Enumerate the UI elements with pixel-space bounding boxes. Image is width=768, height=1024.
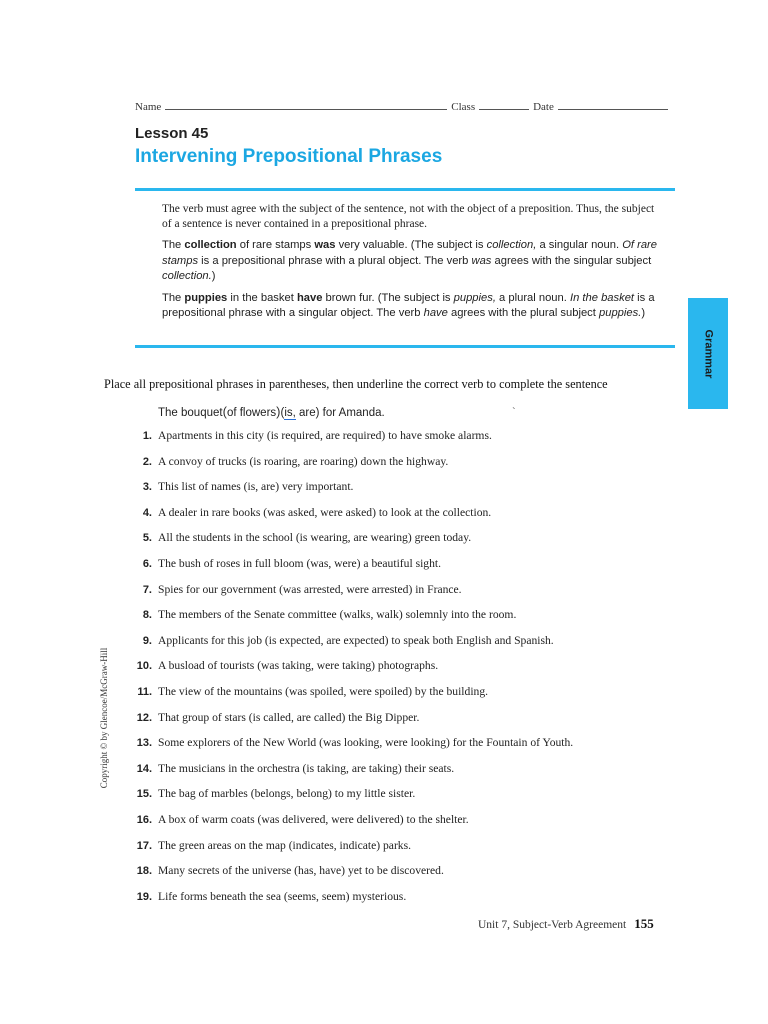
text-run: ) [211, 270, 216, 282]
exercise-sentence[interactable]: The green areas on the map (indicates, indicate) parks. [158, 838, 412, 852]
bold-verb: have [296, 291, 323, 304]
stray-mark: ` [512, 406, 516, 418]
exercise-sentence[interactable]: A busload of tourists (was taking, were taking) photographs. [158, 659, 439, 673]
exercise-item [130, 890, 690, 916]
exercise-sentence[interactable]: A convoy of trucks (is roaring, are roaring) down the highway. [158, 454, 449, 468]
exercise-sentence[interactable]: The view of the mountains (was spoiled, were spoiled) by the building. [158, 684, 489, 698]
exercise-item [130, 506, 690, 532]
exercise-sentence[interactable]: This list of names (is, are) very important. [158, 480, 354, 494]
copyright-text: Copyright © by Glencoe/McGraw-Hill [99, 647, 109, 789]
exercise-number: 7. [142, 583, 152, 596]
exercise-sentence[interactable]: Life forms beneath the sea (seems, seem) mysterious. [158, 889, 407, 903]
exercise-number: 11. [137, 685, 152, 698]
exercise-sentence[interactable]: Many secrets of the universe (has, have) yet to be discovered. [158, 864, 444, 878]
text-run: very valuable. (The subject is [335, 239, 487, 251]
exercise-sentence[interactable]: A box of warm coats (was delivered, were delivered) to the shelter. [158, 812, 469, 826]
text-run: The [162, 291, 185, 304]
exercise-item [130, 659, 690, 685]
exercise-number: 16. [136, 813, 152, 826]
text-run: a plural noun. [495, 291, 570, 304]
name-blank[interactable] [165, 99, 447, 110]
text-run: agrees with the singular subject [491, 254, 652, 267]
text-run: are) for Amanda. [295, 407, 385, 419]
exercise-sentence[interactable]: Some explorers of the New World (was looking, were looking) for the Fountain of Youth. [158, 736, 574, 750]
bold-subject: puppies [184, 291, 228, 304]
section-tab-label: Grammar [702, 329, 715, 378]
lesson-number: Lesson 45 [135, 125, 209, 142]
exercise-number: 4. [142, 506, 152, 519]
date-label: Date [533, 101, 554, 113]
exercise-item [130, 736, 690, 762]
grammar-section-tab [688, 298, 728, 409]
exercise-item [130, 787, 690, 813]
exercise-number: 2. [142, 455, 152, 468]
exercise-item [130, 839, 690, 865]
exercise-item [130, 762, 690, 788]
exercise-number: 10. [136, 660, 152, 673]
text-run: is a prepositional phrase with a plural object. The verb [198, 254, 472, 267]
bold-verb: was [314, 239, 336, 251]
exercise-sentence[interactable]: The members of the Senate committee (walks, walk) solemnly into the room. [158, 608, 517, 622]
handwritten-paren: ) [276, 404, 281, 419]
prepositional-phrase: of flowers [226, 407, 277, 419]
rule-box-top-border [135, 188, 675, 191]
unit-title: Unit 7, Subject-Verb Agreement [478, 919, 627, 931]
rule-box-bottom-border [135, 345, 675, 348]
exercise-item [130, 531, 690, 557]
exercise-item [130, 685, 690, 711]
page-footer [478, 916, 654, 932]
exercise-item [130, 608, 690, 634]
rule-box [162, 202, 662, 328]
exercise-item [130, 480, 690, 506]
exercise-item [130, 813, 690, 839]
directions: Place all prepositional phrases in parentheses, then underline the correct verb to complete the sentence [104, 377, 608, 391]
exercise-sentence[interactable]: Apartments in this city (is required, are required) to have smoke alarms. [158, 429, 492, 442]
student-info-line [135, 99, 675, 113]
text-run: brown fur. (The subject is [322, 291, 454, 304]
rule-example-2 [162, 291, 662, 322]
italic-text: In the basket [569, 291, 635, 304]
exercise-sentence[interactable]: Applicants for this job (is expected, are expected) to speak both English and Spanish. [158, 633, 554, 647]
rule-intro: The verb must agree with the subject of the sentence, not with the object of a preposition. Thus, the subject of a sentence is never contained in a prepositional phrase. [162, 203, 655, 230]
exercise-number: 6. [142, 557, 152, 570]
handwritten-paren: ( [222, 404, 227, 419]
exercise-sentence[interactable]: The musicians in the orchestra (is taking, are taking) their seats. [158, 761, 455, 775]
italic-text: collection. [162, 270, 212, 282]
example-sentence [158, 404, 385, 419]
exercise-number: 15. [136, 788, 152, 801]
exercise-item [130, 583, 690, 609]
lesson-title: Intervening Prepositional Phrases [135, 146, 443, 167]
italic-text: Of rare stamps [162, 239, 658, 267]
exercise-sentence[interactable]: Spies for our government (was arrested, were arrested) in France. [158, 582, 462, 596]
page-number: 155 [634, 916, 654, 931]
exercise-number: 8. [142, 609, 152, 622]
exercise-list [130, 429, 690, 915]
italic-text: was [471, 254, 492, 267]
exercise-number: 14. [136, 762, 152, 775]
underlined-verb: is, [284, 407, 296, 419]
exercise-number: 19. [136, 890, 152, 903]
rule-example-1 [162, 238, 662, 285]
class-blank[interactable] [479, 99, 529, 110]
exercise-number: 17. [136, 839, 152, 852]
text-run: a singular noun. [536, 239, 623, 251]
italic-text: puppies. [599, 307, 642, 319]
text-run: agrees with the plural subject [447, 307, 599, 319]
text-run: in the basket [227, 291, 297, 304]
bold-subject: collection [184, 239, 237, 251]
exercise-number: 9. [142, 634, 152, 647]
text-run: ) [641, 307, 646, 319]
exercise-item [130, 634, 690, 660]
text-run: is a prepositional phrase with a singular object. The verb [162, 291, 655, 319]
exercise-number: 5. [142, 532, 152, 545]
exercise-item [130, 429, 690, 455]
exercise-number: 3. [142, 481, 152, 494]
italic-text: puppies, [453, 291, 496, 304]
class-label: Class [451, 101, 476, 113]
name-label: Name [135, 101, 162, 113]
exercise-sentence[interactable]: All the students in the school (is wearing, are wearing) green today. [158, 531, 472, 545]
italic-text: collection, [486, 239, 537, 251]
exercise-item [130, 455, 690, 481]
italic-text: have [423, 307, 448, 319]
text-run: The bouquet [158, 407, 223, 419]
exercise-number: 18. [136, 865, 152, 878]
exercise-sentence[interactable]: The bag of marbles (belongs, belong) to my little sister. [158, 787, 416, 801]
exercise-item [130, 557, 690, 583]
date-blank[interactable] [558, 99, 668, 110]
exercise-number: 1. [142, 430, 152, 442]
exercise-number: 12. [136, 711, 152, 724]
exercise-number: 13. [136, 737, 152, 750]
text-run: ( [280, 407, 285, 419]
exercise-sentence[interactable]: That group of stars (is called, are called) the Big Dipper. [158, 710, 420, 724]
exercise-sentence[interactable]: A dealer in rare books (was asked, were asked) to look at the collection. [158, 505, 492, 519]
text-run: The [162, 239, 185, 251]
exercise-item [130, 864, 690, 890]
text-run: of rare stamps [236, 239, 315, 251]
exercise-item [130, 711, 690, 737]
exercise-sentence[interactable]: The bush of roses in full bloom (was, were) a beautiful sight. [158, 556, 442, 570]
